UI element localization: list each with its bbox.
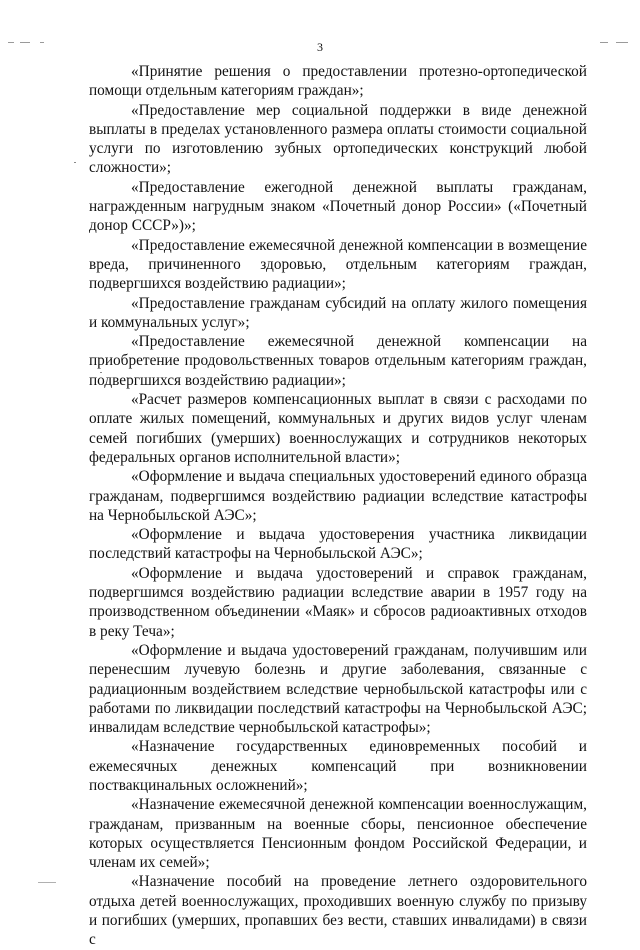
list-item: «Оформление и выдача удостоверений и справок гражданам, подвергшимся воздействию радиации вследствие аварии в 1957 году на производственном объединении «Маяк» и сбросов радиоактивных отходов в реку Теча»; bbox=[89, 564, 587, 640]
list-item: «Предоставление ежемесячной денежной компенсации на приобретение продовольственных товаров отдельным категориям граждан, подвергшихся воздействию радиации»; bbox=[89, 333, 587, 389]
list-item: «Назначение пособий на проведение летнего оздоровительного отдыха детей военнослужащих, проходивших военную службу по призыву и погибших (умерших, пропавших без вести, ставших инвалидами) в связи с bbox=[89, 873, 587, 949]
list-item: «Расчет размеров компенсационных выплат в связи с расходами по оплате жилых помещений, коммунальных и других видов услуг членам семей погибших (умерших) военнослужащих и сотрудников некоторых федеральных органов исполнительной власти»; bbox=[89, 391, 587, 466]
list-item: «Предоставление мер социальной поддержки в виде денежной выплаты в пределах установленного размера оплаты стоимости социальной услуги по изготовлению зубных ортопедических конструкций любой сложности»; bbox=[89, 101, 587, 177]
list-item: «Назначение государственных единовременных пособий и ежемесячных денежных компенсаций при возникновении поствакцинальных осложнений»; bbox=[89, 738, 587, 794]
document-body bbox=[89, 62, 587, 950]
list-item: «Предоставление ежемесячной денежной компенсации в возмещение вреда, причиненного здоровью, отдельным категориям граждан, подвергшихся воздействию радиации»; bbox=[89, 236, 587, 293]
scan-artifact bbox=[38, 882, 56, 883]
list-item: «Предоставление гражданам субсидий на оплату жилого помещения и коммунальных услуг»; bbox=[89, 294, 587, 331]
page-number: 3 bbox=[317, 40, 323, 54]
list-item: «Оформление и выдача специальных удостоверений единого образца гражданам, подвергшимся воздействию радиации вследствие катастрофы на Чернобыльской АЭС»; bbox=[89, 468, 587, 524]
list-item: «Оформление и выдача удостоверения участника ликвидации последствий катастрофы на Чернобыльской АЭС»; bbox=[89, 526, 587, 563]
list-item: «Принятие решения о предоставлении протезно-ортопедической помощи отдельным категориям граждан»; bbox=[89, 63, 587, 100]
list-item: «Предоставление ежегодной денежной выплаты гражданам, награжденным нагрудным знаком «Почетный донор России» («Почетный донор СССР»)»; bbox=[89, 178, 587, 235]
list-item: «Оформление и выдача удостоверений гражданам, получившим или перенесшим лучевую болезнь и другие заболевания, связанные с радиационным воздействием вследствие чернобыльской катастрофы или с работами по ликвидации последствий катастрофы на Чернобыльской АЭС; инвалидам вследствие чернобыльской катастрофы»; bbox=[89, 641, 587, 737]
list-item: «Назначение ежемесячной денежной компенсации военнослужащим, гражданам, призванным на военные сборы, пенсионное обеспечение которых осуществляется Пенсионным фондом Российской Федерации, и членам их семей»; bbox=[89, 796, 587, 872]
scan-artifact bbox=[74, 162, 76, 163]
